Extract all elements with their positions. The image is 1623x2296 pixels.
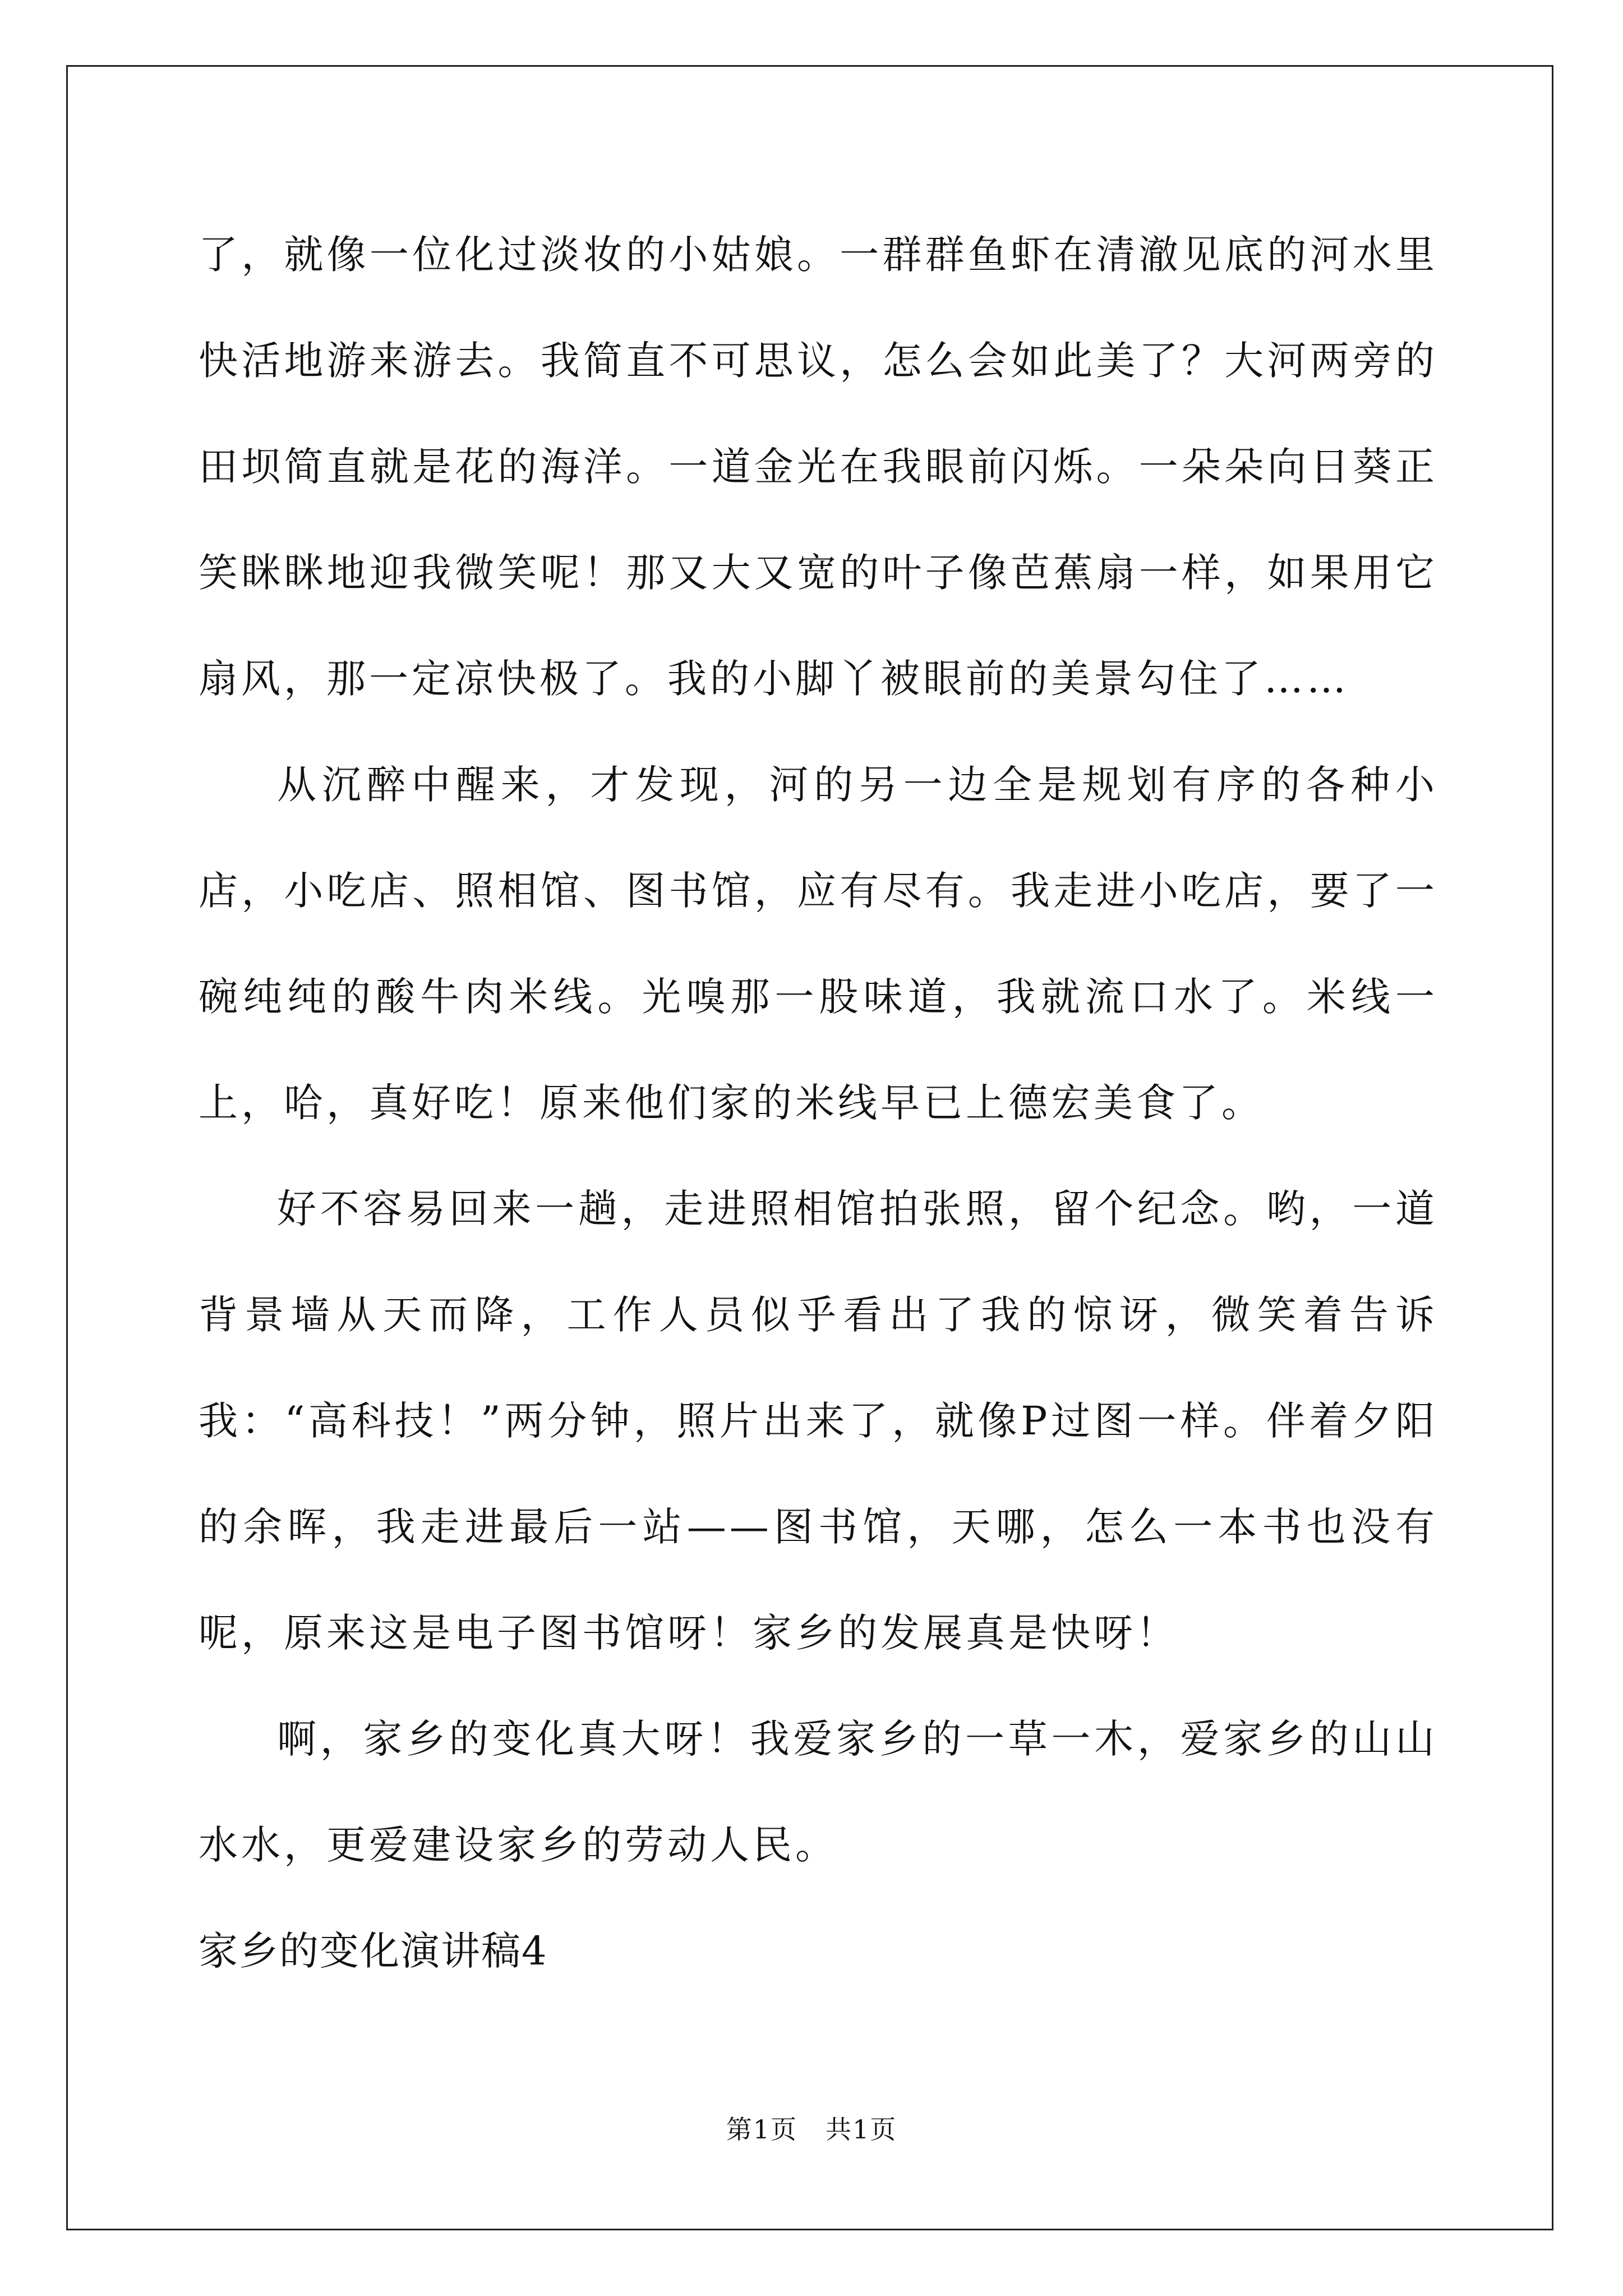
- document-body: [199, 202, 1438, 2004]
- section-heading: 家乡的变化演讲稿4: [199, 1928, 548, 1974]
- paragraph-4: 啊，家乡的变化真大呀！我爱家乡的一草一木，爱家乡的山山水水，更爱建设家乡的劳动人民。: [199, 1716, 1438, 1868]
- paragraph-3: 好不容易回来一趟，走进照相馆拍张照，留个纪念。哟，一道背景墙从天而降，工作人员似乎看出了我的惊讶，微笑着告诉我：“高科技！”两分钟，照片出来了，就像P过图一样。伴着夕阳的余晖，我走进最后一站——图书馆，天哪，怎么一本书也没有呢，原来这是电子图书馆呀！家乡的发展真是快呀！: [199, 1186, 1438, 1656]
- page-footer: [0, 2109, 1623, 2146]
- page-total: 共1页: [826, 2114, 897, 2145]
- page-number: 第1页: [726, 2114, 797, 2145]
- paragraph-1: 了，就像一位化过淡妆的小姑娘。一群群鱼虾在清澈见底的河水里快活地游来游去。我简直不可思议，怎么会如此美了？大河两旁的田坝简直就是花的海洋。一道金光在我眼前闪烁。一朵朵向日葵正笑眯眯地迎我微笑呢！那又大又宽的叶子像芭蕉扇一样，如果用它扇风，那一定凉快极了。我的小脚丫被眼前的美景勾住了……: [199, 232, 1438, 702]
- paragraph-2: 从沉醉中醒来，才发现，河的另一边全是规划有序的各种小店，小吃店、照相馆、图书馆，应有尽有。我走进小吃店，要了一碗纯纯的酸牛肉米线。光嗅那一股味道，我就流口水了。米线一上，哈，真好吃！原来他们家的米线早已上德宏美食了。: [199, 762, 1438, 1126]
